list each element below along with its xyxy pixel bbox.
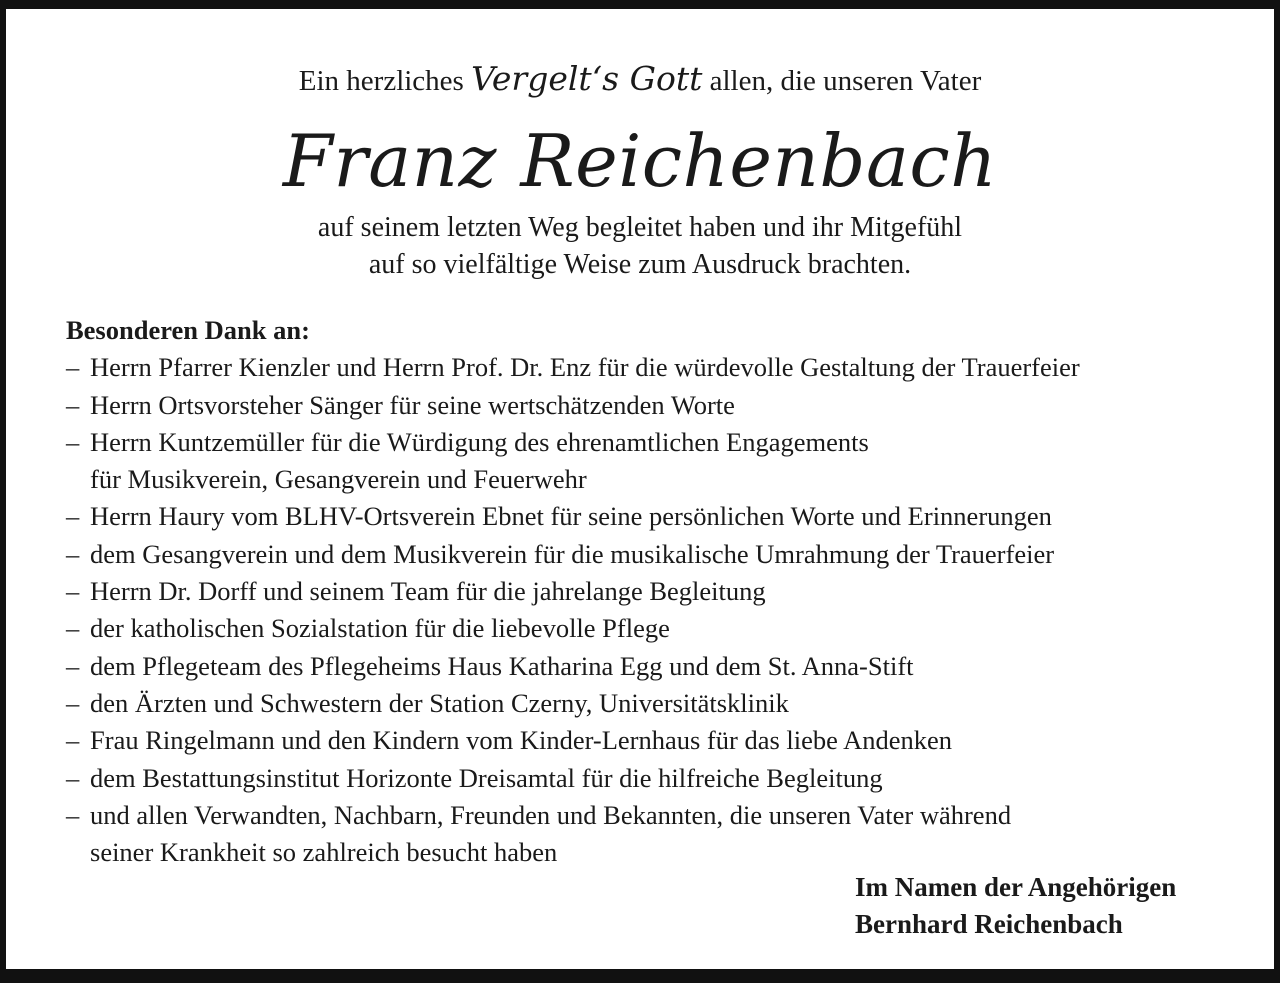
thanks-item (66, 424, 1246, 499)
deceased-name: Franz Reichenbach (282, 119, 998, 203)
thanks-item-text: dem Gesangverein und dem Musikverein für die musikalische Umrahmung der Trauerfeier (90, 538, 1055, 569)
thanks-item-text: den Ärzten und Schwestern der Station Czerny, Universitätsklinik (90, 687, 789, 718)
thanks-item-text: Herrn Ortsvorsteher Sänger für seine wertschätzenden Worte (90, 389, 735, 420)
thanks-item-text: der katholischen Sozialstation für die liebevolle Pflege (90, 613, 670, 644)
intro-after: allen, die unseren Vater (709, 65, 982, 97)
thanks-heading: Besonderen Dank an: (66, 315, 310, 345)
thanks-item (66, 722, 1246, 759)
thanks-item (66, 648, 1246, 685)
thanks-item-continuation: für Musikverein, Gesangverein und Feuerwehr (90, 464, 587, 495)
dash-bullet: – (66, 426, 80, 457)
dash-bullet: – (66, 352, 80, 383)
dash-bullet: – (66, 501, 80, 532)
thanks-item (66, 387, 1246, 424)
dash-bullet: – (66, 613, 80, 644)
signature-block (855, 869, 1176, 943)
intro-line (6, 59, 1274, 98)
thanks-item-text: Herrn Pfarrer Kienzler und Herrn Prof. Dr. Enz für die würdevolle Gestaltung der Trauerfeier (90, 352, 1080, 383)
dash-bullet: – (66, 650, 80, 681)
thanks-item (66, 610, 1246, 647)
thanks-section (66, 312, 1246, 871)
dash-bullet: – (66, 538, 80, 569)
thanks-item-text: dem Pflegeteam des Pflegeheims Haus Katharina Egg und dem St. Anna-Stift (90, 650, 914, 681)
thanks-item-text: Herrn Dr. Dorff und seinem Team für die jahrelange Begleitung (90, 576, 766, 607)
thanks-item-text: und allen Verwandten, Nachbarn, Freunden und Bekannten, die unseren Vater während (90, 799, 1012, 830)
dash-bullet: – (66, 389, 80, 420)
thanks-item (66, 685, 1246, 722)
thanks-item-text: dem Bestattungsinstitut Horizonte Dreisamtal für die hilfreiche Begleitung (90, 762, 883, 793)
thanks-item (66, 573, 1246, 610)
dash-bullet: – (66, 799, 80, 830)
intro-before: Ein herzliches (298, 65, 464, 97)
signature-line-2: Bernhard Reichenbach (855, 909, 1123, 939)
intro-script-phrase: Vergelt‘s Gott (471, 59, 703, 98)
dash-bullet: – (66, 762, 80, 793)
sub-line-1: auf seinem letzten Weg begleitet haben und ihr Mitgefühl (317, 212, 963, 243)
thanks-item (66, 536, 1246, 573)
sub-line-2: auf so vielfältige Weise zum Ausdruck brachten. (368, 249, 912, 280)
thanks-item (66, 760, 1246, 797)
thanks-item-text: Herrn Haury vom BLHV-Ortsverein Ebnet für seine persönlichen Worte und Erinnerungen (90, 501, 1052, 532)
thanks-item-text: Frau Ringelmann und den Kindern vom Kinder-Lernhaus für das liebe Andenken (90, 725, 952, 756)
thanks-item-continuation: seiner Krankheit so zahlreich besucht haben (90, 837, 558, 868)
thanks-item-text: Herrn Kuntzemüller für die Würdigung des ehrenamtlichen Engagements (90, 426, 869, 457)
thanks-item (66, 498, 1246, 535)
notice-content (6, 9, 1274, 969)
thanks-item (66, 349, 1246, 386)
thanks-list (66, 349, 1246, 871)
dash-bullet: – (66, 576, 80, 607)
dash-bullet: – (66, 725, 80, 756)
signature-line-1: Im Namen der Angehörigen (855, 872, 1177, 902)
thanks-item (66, 797, 1246, 872)
dash-bullet: – (66, 687, 80, 718)
